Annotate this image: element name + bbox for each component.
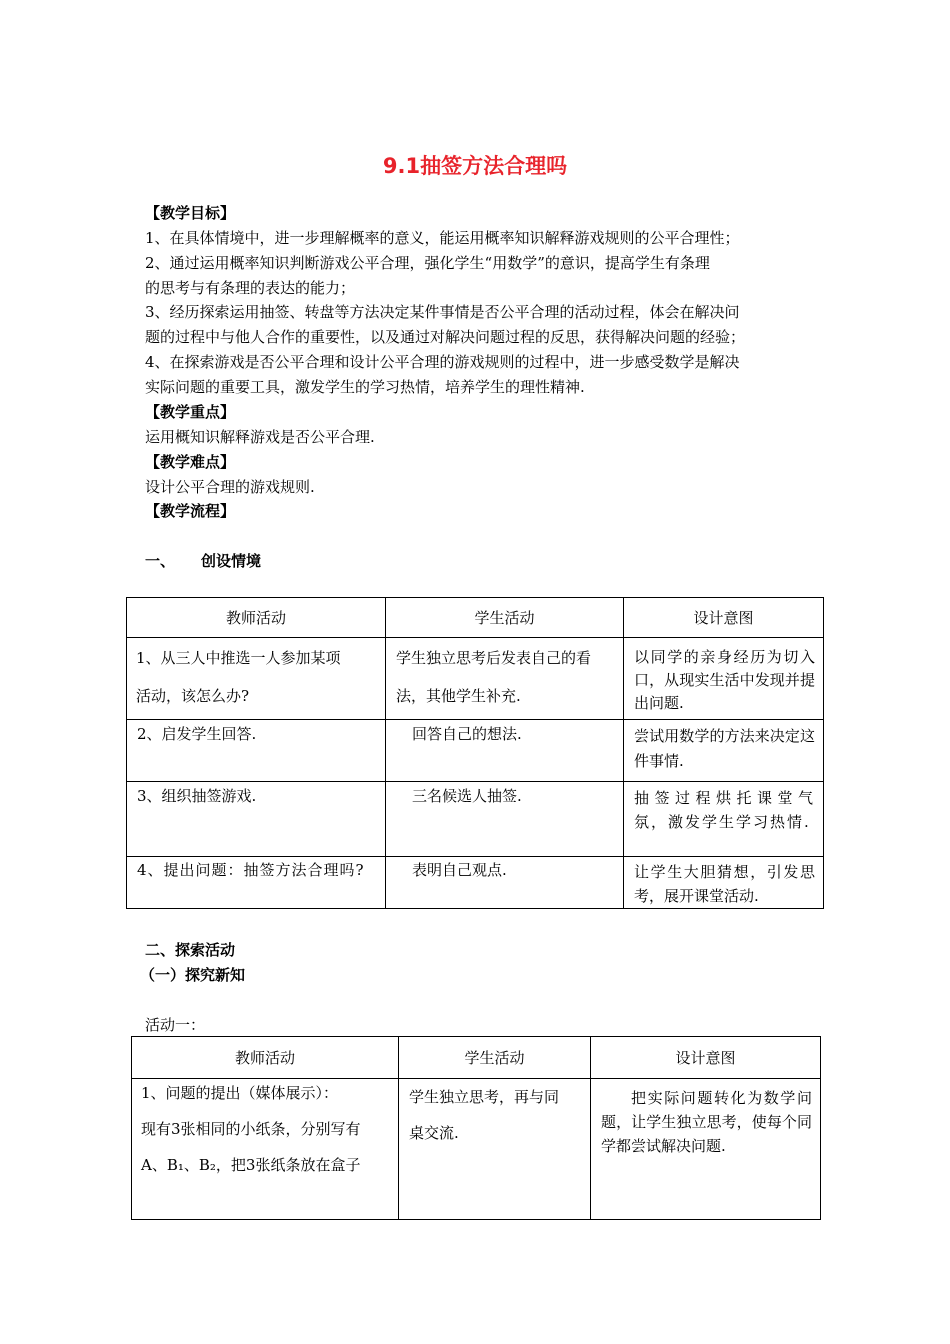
process-heading: 【教学流程】 — [145, 502, 236, 520]
student-cell — [386, 638, 624, 720]
design-cell — [624, 638, 824, 720]
table-row — [132, 1079, 821, 1220]
teacher-cell — [127, 857, 386, 909]
cell-line: 法，其他学生补充. — [396, 687, 521, 705]
header-design: 设计意图 — [624, 598, 824, 638]
objectives-heading: 【教学目标】 — [145, 204, 236, 222]
cell-line: 学生独立思考后发表自己的看 — [396, 649, 592, 667]
activity-label: 活动一： — [145, 1016, 206, 1034]
key-point-heading: 【教学重点】 — [145, 403, 236, 421]
section1-title: 创设情境 — [201, 552, 262, 570]
cell-text: 以同学的亲身经历为切入口，从现实生活中发现并提出问题. — [634, 648, 815, 712]
cell-line: 学生独立思考，再与同 — [409, 1088, 560, 1106]
cell-line: 活动，该怎么办? — [136, 687, 250, 705]
objective-line: 题的过程中与他人合作的重要性，以及通过对解决问题过程的反思，获得解决问题的经验； — [145, 328, 746, 346]
design-cell — [591, 1079, 821, 1220]
cell-line: 1、问题的提出（媒体展示）： — [141, 1084, 339, 1102]
key-point-text: 运用概知识解释游戏是否公平合理. — [145, 428, 375, 446]
objective-line: 3、经历探索运用抽签、转盘等方法决定某件事情是否公平合理的活动过程，体会在解决问 — [145, 303, 740, 321]
table-row — [127, 782, 824, 857]
student-cell — [386, 720, 624, 782]
design-cell — [624, 782, 824, 857]
activity-table — [131, 1036, 821, 1220]
header-teacher: 教师活动 — [132, 1037, 399, 1079]
cell-text: 4、提出问题：抽签方法合理吗? — [137, 861, 365, 879]
header-design: 设计意图 — [591, 1037, 821, 1079]
situation-table — [126, 597, 824, 909]
header-student: 学生活动 — [399, 1037, 591, 1079]
teacher-cell — [132, 1079, 399, 1220]
cell-text: 让学生大胆猜想，引发思考，展开课堂活动. — [634, 863, 815, 905]
student-cell — [386, 782, 624, 857]
table-header-row — [132, 1037, 821, 1079]
design-cell — [624, 857, 824, 909]
cell-line: A、B₁、B₂，把3张纸条放在盒子 — [141, 1156, 361, 1174]
section2-subtitle: （一）探究新知 — [140, 966, 246, 984]
header-student: 学生活动 — [386, 598, 624, 638]
teacher-cell — [127, 782, 386, 857]
student-cell — [399, 1079, 591, 1220]
page-title: 9.1抽签方法合理吗 — [382, 154, 568, 178]
section1-number: 一、 — [145, 552, 176, 570]
design-cell — [624, 720, 824, 782]
cell-text: 三名候选人抽签. — [412, 787, 522, 805]
teacher-cell — [127, 720, 386, 782]
difficulty-text: 设计公平合理的游戏规则. — [145, 478, 315, 496]
table-header-row — [127, 598, 824, 638]
header-teacher: 教师活动 — [127, 598, 386, 638]
cell-line: 桌交流. — [409, 1124, 459, 1142]
cell-text: 2、启发学生回答. — [137, 725, 257, 743]
objective-line: 的思考与有条理的表达的能力； — [145, 279, 356, 297]
cell-text: 3、组织抽签游戏. — [137, 787, 257, 805]
cell-line: 现有3张相同的小纸条，分别写有 — [141, 1120, 361, 1138]
table-row — [127, 638, 824, 720]
student-cell — [386, 857, 624, 909]
cell-text: 表明自己观点. — [412, 861, 507, 879]
objective-line: 1、在具体情境中，进一步理解概率的意义，能运用概率知识解释游戏规则的公平合理性； — [145, 229, 740, 247]
cell-line: 1、从三人中推选一人参加某项 — [136, 649, 341, 667]
objective-line: 2、通过运用概率知识判断游戏公平合理，强化学生“用数学”的意识，提高学生有条理 — [145, 254, 710, 272]
table-row — [127, 720, 824, 782]
table-row — [127, 857, 824, 909]
objective-line: 实际问题的重要工具，激发学生的学习热情，培养学生的理性精神. — [145, 378, 585, 396]
teacher-cell — [127, 638, 386, 720]
objective-line: 4、在探索游戏是否公平合理和设计公平合理的游戏规则的过程中，进一步感受数学是解决 — [145, 353, 740, 371]
cell-text: 把实际问题转化为数学问题，让学生独立思考，使每个同学都尝试解决问题. — [601, 1089, 812, 1155]
cell-text: 抽签过程烘托课堂气氛，激发学生学习热情. — [634, 789, 815, 831]
cell-text: 尝试用数学的方法来决定这件事情. — [634, 727, 815, 770]
difficulty-heading: 【教学难点】 — [145, 453, 236, 471]
cell-text: 回答自己的想法. — [412, 725, 522, 743]
section2-title: 二、探索活动 — [145, 941, 236, 959]
